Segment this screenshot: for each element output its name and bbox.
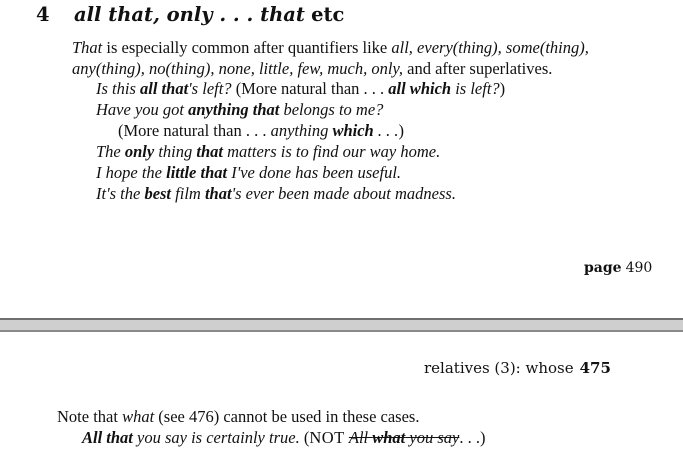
example-comment: . . .) (459, 428, 486, 447)
section-title-suffix: etc (311, 3, 345, 26)
note-text: (see 476) cannot be used in these cases. (154, 407, 420, 426)
running-head (424, 359, 611, 377)
example-text: I hope the (96, 163, 167, 182)
example-text: I've done has been useful. (227, 163, 402, 182)
incorrect-emphasis: what (372, 428, 406, 447)
intro-term-that: That (72, 38, 103, 57)
example-comment: (More natural than . . . (231, 79, 389, 98)
incorrect-text: All (348, 428, 373, 447)
example-text: belongs to me? (279, 100, 384, 119)
example-line-1 (96, 78, 505, 99)
note-line (57, 406, 419, 427)
running-head-title: relatives (3): whose (424, 359, 574, 377)
note-example-line (82, 427, 485, 448)
page-reference-number: 490 (625, 260, 653, 276)
example-comment: ) (398, 121, 404, 140)
example-text: thing (154, 142, 197, 161)
note-term-what: what (122, 407, 155, 426)
example-text: 's ever been made about madness. (231, 184, 456, 203)
example-emphasis: anything that (188, 100, 280, 119)
intro-quantifiers: any(thing), no(thing), none, little, few, much, only, (72, 59, 404, 78)
example-comment: (More natural than . . . (118, 121, 271, 140)
not-marker: NOT (309, 428, 345, 447)
example-line-2 (96, 99, 383, 120)
example-text: matters is to find our way home. (223, 142, 441, 161)
example-emphasis: that (204, 184, 232, 203)
example-emphasis: all which (388, 79, 452, 98)
example-emphasis: All that (82, 428, 133, 447)
example-text: anything (270, 121, 333, 140)
example-text: you say is certainly true. (132, 428, 300, 447)
intro-text: and after superlatives. (403, 59, 553, 78)
page-reference-label: page (584, 260, 622, 276)
example-emphasis: that (196, 142, 223, 161)
example-text: Is this (96, 79, 141, 98)
example-emphasis: only (124, 142, 155, 161)
intro-text: is especially common after quantifiers like (102, 38, 392, 57)
section-title: all that, only . . . that (74, 3, 305, 26)
running-head-number: 475 (579, 359, 611, 377)
page-reference (584, 260, 652, 276)
example-line-5 (96, 162, 401, 183)
intro-line-1 (72, 37, 589, 58)
section-number: 4 (36, 3, 50, 26)
bottom-page (0, 332, 683, 467)
intro-line-2 (72, 58, 552, 79)
note-text: Note that (57, 407, 123, 426)
example-line-3 (118, 120, 404, 141)
example-text: The (96, 142, 125, 161)
example-text: is left? (451, 79, 500, 98)
example-emphasis: all that (140, 79, 189, 98)
example-line-4 (96, 141, 440, 162)
page-divider (0, 318, 683, 332)
example-text: 's left? (188, 79, 232, 98)
incorrect-text: you say (405, 428, 460, 447)
intro-quantifiers: all, every(thing), some(thing), (391, 38, 589, 57)
example-text: film (171, 184, 205, 203)
example-comment: ) (499, 79, 506, 98)
example-text: It's the (96, 184, 145, 203)
section-heading (36, 2, 344, 28)
example-line-6 (96, 183, 456, 204)
example-emphasis: best (144, 184, 172, 203)
example-text: . . . (373, 121, 399, 140)
incorrect-example (349, 428, 459, 447)
example-emphasis: which (332, 121, 374, 140)
example-text: Have you got (96, 100, 189, 119)
example-comment: ( (299, 428, 310, 447)
example-emphasis: little that (166, 163, 228, 182)
